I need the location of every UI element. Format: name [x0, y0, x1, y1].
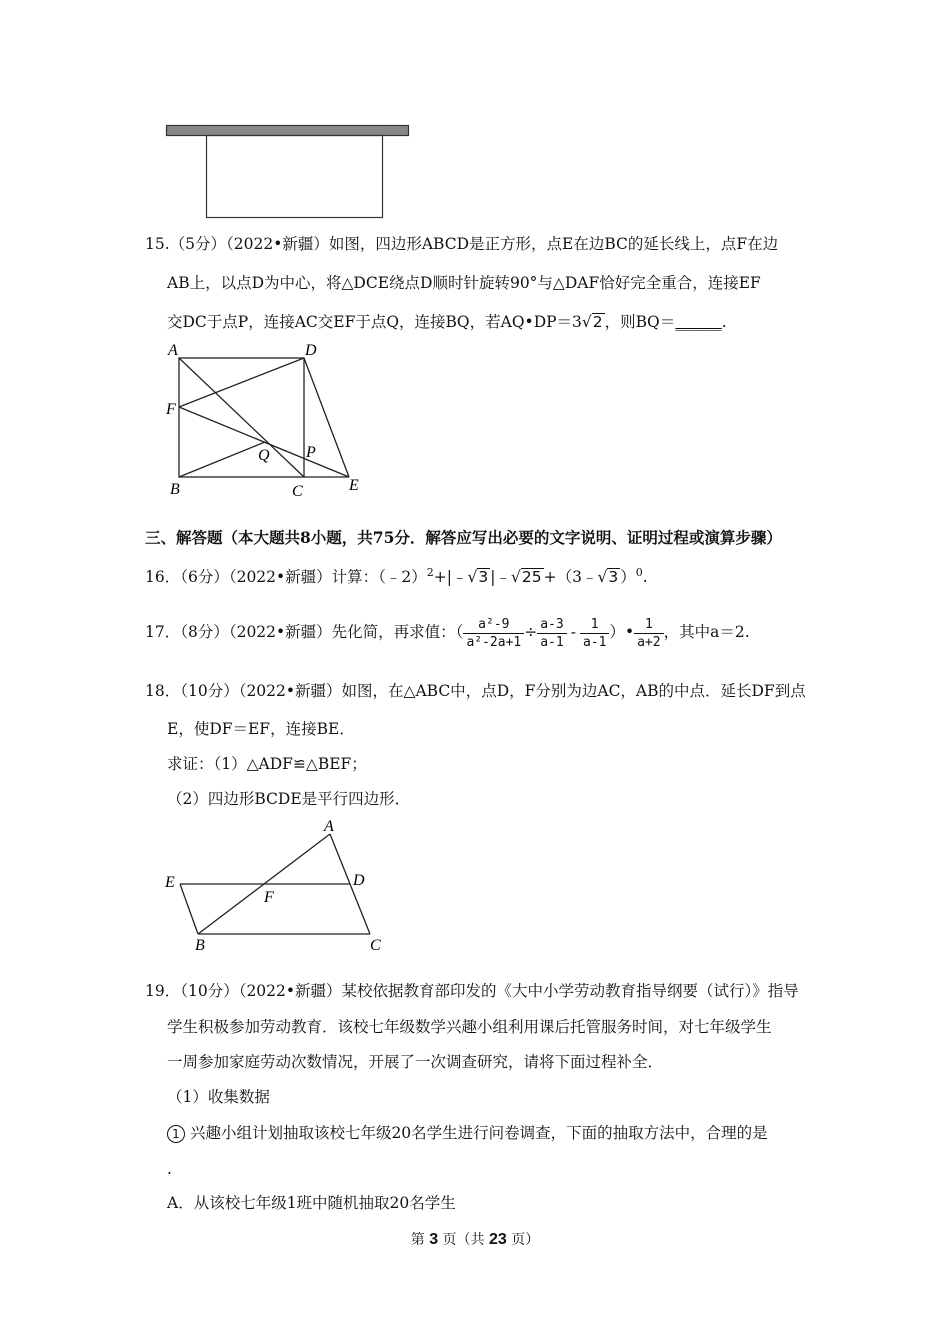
label-A: A: [324, 818, 334, 835]
fraction-2: $\frac{a-3}{a-1}$: [537, 616, 566, 651]
table-top: [167, 126, 409, 136]
answer-blank: ______: [675, 313, 722, 331]
circled-number: 1: [167, 1125, 185, 1143]
page-number: 3: [429, 1231, 439, 1248]
segment-eb: [180, 884, 198, 934]
q18-line3: 求证：（1）△ADF≌△BEF；: [167, 755, 367, 773]
segment-fd: [179, 358, 304, 407]
q19-line5: 1 兴趣小组计划抽取该校七年级20名学生进行问卷调查，下面的抽取方法中，合理的是: [167, 1122, 768, 1144]
label-D: D: [353, 872, 365, 889]
q19-line6: .: [167, 1160, 172, 1178]
label-F: F: [166, 401, 176, 418]
page-total: 23: [489, 1231, 507, 1248]
segment-bq: [179, 442, 265, 477]
q15-line1: 15.（5分）（2022•新疆）如图，四边形ABCD是正方形，点E在边BC的延长线上，点F在边: [145, 235, 779, 253]
q18-line2: E，使DF＝EF，连接BE．: [167, 720, 355, 738]
label-E: E: [165, 874, 175, 891]
table-figure: [160, 120, 420, 224]
q15-line2: AB上，以点D为中心，将△DCE绕点D顺时针旋转90°与△DAF恰好完全重合，连接EF: [167, 274, 761, 292]
label-P: P: [306, 444, 316, 461]
label-E: E: [349, 477, 359, 494]
sqrt-2: 2: [592, 313, 603, 331]
label-F: F: [264, 889, 274, 906]
q16: 16．（6分）（2022•新疆）计算：（﹣2）$^2$+|﹣√3 |﹣√25 +（3﹣√3 ）$^0$.: [145, 566, 648, 587]
square-figure: [160, 338, 370, 503]
label-B: B: [170, 481, 180, 498]
fraction-1: $\frac{\text{a²-9}}{\text{a²-2a+1}}$: [463, 616, 524, 651]
q19-line2: 学生积极参加劳动教育．该校七年级数学兴趣小组利用课后托管服务时间，对七年级学生: [167, 1018, 772, 1036]
q18-line1: 18．（10分）（2022•新疆）如图，在△ABC中，点D，F分别为边AC，AB的中点．延长DF到点: [145, 682, 806, 700]
q18-line4: （2）四边形BCDE是平行四边形．: [167, 790, 411, 808]
fraction-4: $\frac{1}{a+2}$: [634, 616, 663, 651]
parallelogram-figure: [160, 815, 390, 955]
q19-line4: （1）收集数据: [167, 1088, 270, 1106]
section-3-heading: 三、解答题（本大题共8小题，共75分．解答应写出必要的文字说明、证明过程或演算步骤）: [145, 528, 782, 547]
label-D: D: [305, 342, 317, 359]
q15-line3: 交DC于点P，连接AC交EF于点Q，连接BQ，若AQ•DP＝3√2 ，则BQ＝______.: [167, 313, 727, 331]
q19-line1: 19．（10分）（2022•新疆）某校依据教育部印发的《大中小学劳动教育指导纲要（试行）》指导: [145, 982, 799, 1000]
label-C: C: [370, 937, 381, 954]
label-B: B: [195, 937, 205, 954]
q19-line3: 一周参加家庭劳动次数情况，开展了一次调查研究，请将下面过程补全．: [167, 1053, 664, 1071]
fraction-3: $\frac{1}{a-1}$: [580, 616, 609, 651]
segment-ac: [179, 358, 304, 477]
q19-option-a: A．从该校七年级1班中随机抽取20名学生: [167, 1194, 456, 1212]
q17: 17．（8分）（2022•新疆）先化简，再求值：（ $\frac{\text{a²-9}}{\text{a²-2a+1}}$ ÷ $\frac{a-3}{a-1}$ - $\frac{1}{a-1}$ ）• $\frac{1}{a+2}$ ，其中a＝2.: [145, 616, 750, 650]
label-C: C: [292, 483, 303, 500]
label-Q: Q: [258, 447, 270, 464]
page-footer: 第 3 页（共 23 页）: [410, 1231, 540, 1248]
label-A: A: [168, 342, 178, 359]
table-base: [207, 136, 383, 218]
